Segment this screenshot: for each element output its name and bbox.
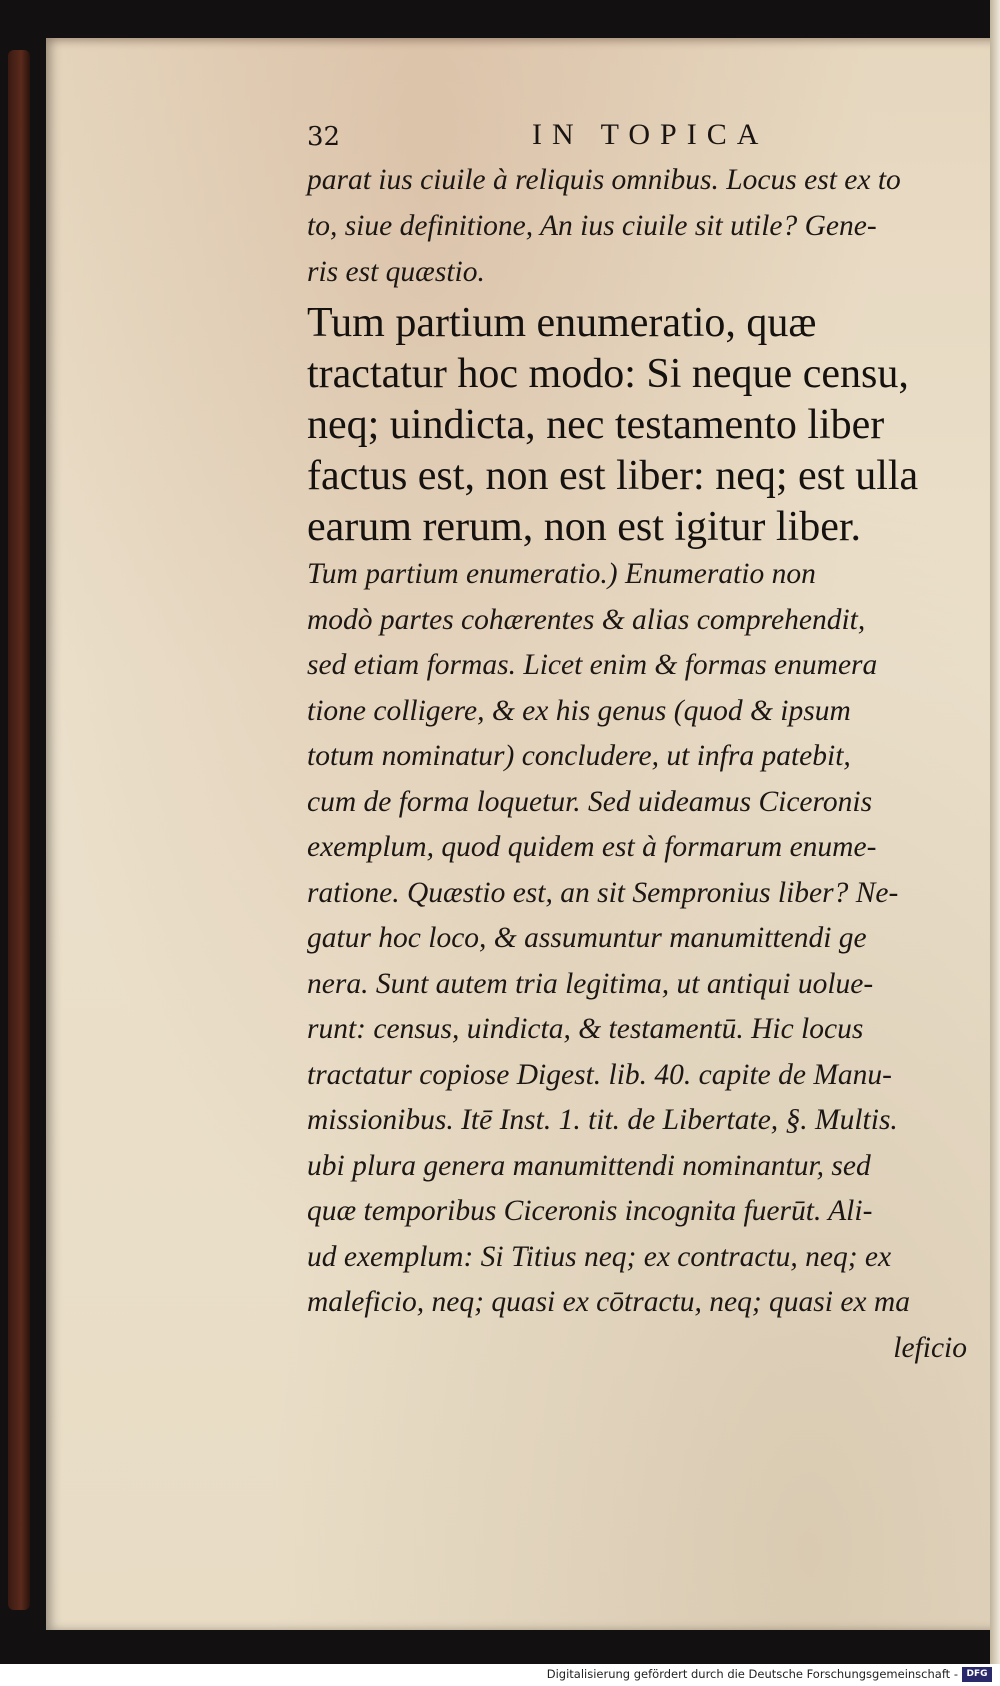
text-line: missionibus. Itē Inst. 1. tit. de Libertate, §. Multis. (307, 1104, 898, 1136)
text-line: maleficio, neq; quasi ex cōtractu, neq; quasi ex ma (307, 1286, 910, 1318)
text-line: earum rerum, non est igitur liber. (307, 504, 862, 550)
text-line: totum nominatur) concludere, ut infra patebit, (307, 740, 851, 772)
text-line: quæ temporibus Ciceronis incognita fuerūt. Ali- (307, 1195, 873, 1227)
page-number: 32 (307, 122, 341, 152)
text-line: tractatur copiose Digest. lib. 40. capite de Manu- (307, 1058, 892, 1091)
text-line: factus est, non est liber: neq; est ulla (307, 453, 919, 499)
catchword: leficio (893, 1331, 967, 1364)
commentary-block (307, 552, 967, 1371)
text-line: gatur hoc loco, & assumuntur manumittendi ge (307, 922, 867, 954)
text-line: neq; uindicta, nec testamento liber (307, 402, 885, 448)
dfg-logo-icon: DFG (962, 1667, 992, 1682)
footer-credit: Digitalisierung gefördert durch die Deutsche Forschungsgemeinschaft - (546, 1667, 958, 1681)
text-line: parat ius ciuile à reliquis omnibus. Locus est ex to (307, 164, 901, 196)
main-text-block (307, 298, 967, 553)
text-line: runt: census, uindicta, & testamentū. Hic locus (307, 1013, 864, 1045)
text-line: tractatur hoc modo: Si neque censu, (307, 351, 909, 397)
text-line: tione colligere, & ex his genus (quod & ipsum (307, 694, 851, 727)
text-line: Tum partium enumeratio, quæ (307, 300, 817, 346)
page-edge (990, 0, 1000, 1686)
text-line: ubi plura genera manumittendi nominantur, sed (307, 1149, 871, 1182)
text-line: ratione. Quæstio est, an sit Sempronius liber? Ne- (307, 876, 899, 909)
text-line: sed etiam formas. Licet enim & formas enumera (307, 649, 878, 681)
gloss-continuation (307, 157, 967, 295)
text-line: to, siue definitione, An ius ciuile sit utile? Gene- (307, 210, 877, 242)
running-title: IN TOPICA (532, 118, 769, 151)
text-line: nera. Sunt autem tria legitima, ut antiqui uolue- (307, 967, 874, 1000)
digitization-footer (0, 1664, 1000, 1686)
text-line: Tum partium enumeratio.) Enumeratio non (307, 558, 816, 590)
text-line: ud exemplum: Si Titius neq; ex contractu, neq; ex (307, 1240, 892, 1273)
text-line: exemplum, quod quidem est à formarum enume- (307, 831, 877, 863)
book-spine (8, 50, 30, 1610)
text-line: cum de forma loquetur. Sed uideamus Ciceronis (307, 785, 873, 818)
running-head (307, 118, 967, 158)
text-line: modò partes cohærentes & alias comprehendit, (307, 603, 866, 636)
text-line: ris est quæstio. (307, 256, 485, 288)
